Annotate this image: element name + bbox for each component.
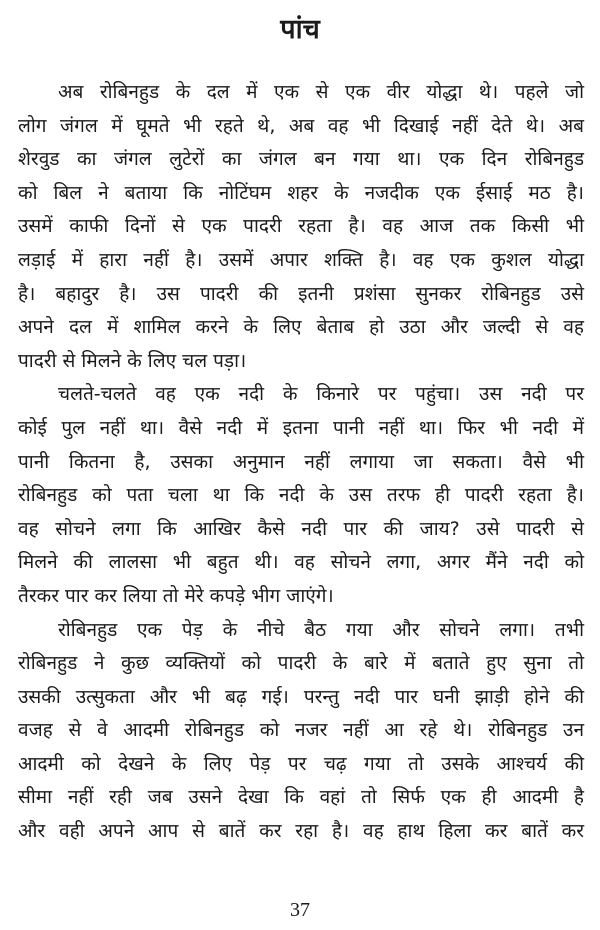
text-line: रोबिनहुड को पता चला था कि नदी के उस तरफ ही पादरी रहता है। [18, 484, 584, 507]
text-line: और वही अपने आप से बातें कर रहा है। वह हाथ हिला कर बातें कर [18, 820, 584, 843]
text-line: पानी कितना है, उसका अनुमान नहीं लगाया जा सकता। वैसे भी [18, 450, 584, 473]
paragraph-2 [18, 378, 584, 613]
page-number: 37 [290, 899, 310, 921]
text-line: वजह से वे आदमी रोबिनहुड को नजर नहीं आ रहे थे। रोबिनहुड उन [18, 719, 584, 742]
text-line: आदमी को देखने के लिए पेड़ पर चढ़ गया तो उसके आश्चर्य की [18, 752, 584, 775]
text-line: अपने दल में शामिल करने के लिए बेताब हो उठा और जल्दी से वह [18, 316, 584, 339]
text-line: चलते-चलते वह एक नदी के किनारे पर पहुंचा। उस नदी पर [58, 383, 584, 406]
text-line: लड़ाई में हारा नहीं है। उसमें अपार शक्ति है। वह एक कुशल योद्धा [18, 248, 584, 271]
text-line: है। बहादुर है। उस पादरी की इतनी प्रशंसा सुनकर रोबिनहुड उसे [18, 282, 584, 305]
text-line: उसकी उत्सुकता और भी बढ़ गई। परन्तु नदी पार घनी झाड़ी होने की [18, 685, 584, 708]
text-line: रोबिनहुड ने कुछ व्यक्तियों को पादरी के बारे में बताते हुए सुना तो [18, 652, 584, 675]
text-line: लोग जंगल में घूमते भी रहते थे, अब वह भी दिखाई नहीं देते थे। अब [18, 114, 584, 137]
text-line: सीमा नहीं रही जब उसने देखा कि वहां तो सिर्फ एक ही आदमी है [18, 786, 584, 809]
paragraph-1 [18, 76, 584, 378]
text-line: कोई पुल नहीं था। वैसे नदी में इतना पानी नहीं था। फिर भी नदी में [18, 416, 584, 439]
text-line: मिलने की लालसा भी बहुत थी। वह सोचने लगा, अगर मैंने नदी को [18, 551, 584, 574]
text-line: अब रोबिनहुड के दल में एक से एक वीर योद्धा थे। पहले जो [58, 81, 584, 103]
text-line: तैरकर पार कर लिया तो मेरे कपड़े भीग जाएंगे। [18, 584, 334, 607]
paragraph-3 [18, 614, 584, 849]
text-line: पादरी से मिलने के लिए चल पड़ा। [18, 349, 247, 372]
text-line: वह सोचने लगा कि आखिर कैसे नदी पार की जाय? उसे पादरी से [18, 517, 584, 540]
text-line: शेरवुड का जंगल लुटेरों का जंगल बन गया था। एक दिन रोबिनहुड [18, 148, 584, 171]
chapter-title: पांच [280, 14, 320, 45]
text-line: को बिल ने बताया कि नोटिंघम शहर के नजदीक एक ईसाई मठ है। [18, 181, 584, 204]
text-line: रोबिनहुड एक पेड़ के नीचे बैठ गया और सोचने लगा। तभी [58, 618, 584, 641]
chapter-body [18, 76, 584, 849]
text-line: उसमें काफी दिनों से एक पादरी रहता है। वह आज तक किसी भी [18, 215, 584, 238]
